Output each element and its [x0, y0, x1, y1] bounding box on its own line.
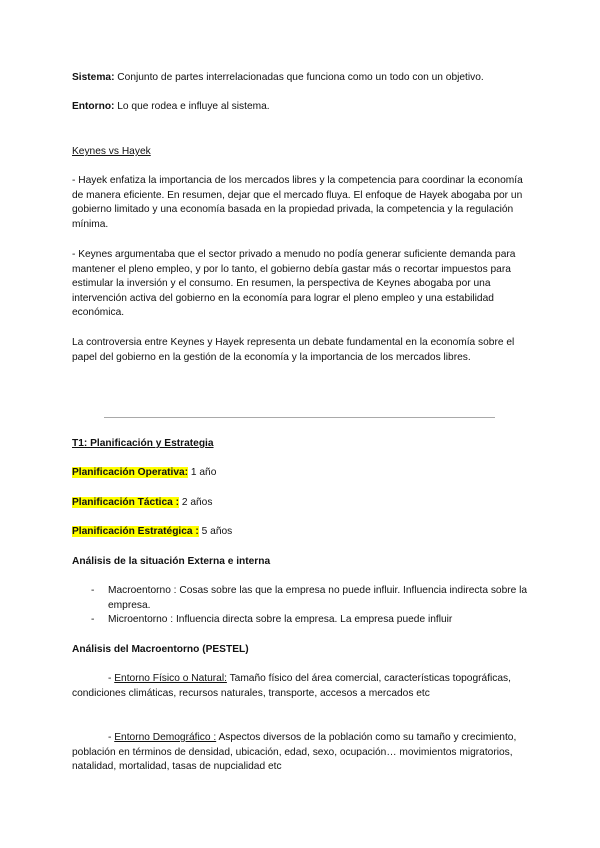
- fisico-text: Tamaño físico del área comercial, características topográficas, condiciones climáticas, recursos naturales, transporte, accesos a mercados etc: [72, 673, 511, 699]
- bullet-dash: -: [91, 614, 95, 625]
- macroentorno-item: Macroentorno : Cosas sobre las que la empresa no puede influir. Influencia indirecta sobre la empresa.: [108, 585, 528, 611]
- keynes-paragraph: - Keynes argumentaba que el sector privado a menudo no podía generar suficiente demanda para mantener el pleno empleo, y por lo tanto, el gobierno debía gastar más o recortar impuestos para estimular la inversión y el consumo. En resumen, la perspectiva de Keynes abogaba por una intervención activa del gobierno en la economía para lograr el pleno empleo y una estabilidad económica.: [72, 249, 516, 319]
- microentorno-item: Microentorno : Influencia directa sobre la empresa. La empresa puede influir: [108, 614, 453, 625]
- demografico-prefix: -: [108, 732, 115, 743]
- hayek-paragraph: - Hayek enfatiza la importancia de los mercados libres y la competencia para coordinar la economía de manera eficiente. En resumen, dejar que el mercado fluya. El enfoque de Hayek abogaba por un gobierno limitado y una economía basada en la propiedad privada, la competencia y la regulación mínima.: [72, 175, 523, 230]
- controversia-paragraph: La controversia entre Keynes y Hayek representa un debate fundamental en la economía sobre el papel del gobierno en la gestión de la economía y la importancia de los mercados libres.: [72, 337, 515, 363]
- pestel-title: Análisis del Macroentorno (PESTEL): [72, 644, 249, 655]
- sistema-text: Conjunto de partes interrelacionadas que funciona como un todo con un objetivo.: [114, 72, 484, 83]
- demografico-label: Entorno Demográfico :: [114, 732, 217, 743]
- sistema-label: Sistema:: [72, 72, 115, 83]
- tactica-label: Planificación Táctica :: [72, 497, 180, 508]
- entorno-label: Entorno:: [72, 101, 115, 112]
- estrategica-label: Planificación Estratégica :: [72, 526, 199, 537]
- planificacion-operativa: [72, 466, 532, 481]
- operativa-label: Planificación Operativa:: [72, 467, 189, 478]
- keynes-hayek-title: Keynes vs Hayek: [72, 146, 151, 157]
- sistema-definition: [72, 71, 532, 86]
- operativa-value: 1 año: [188, 467, 217, 478]
- entorno-definition: [72, 100, 532, 115]
- demografico-text: Aspectos diversos de la población como su tamaño y crecimiento, población en términos de densidad, ubicación, edad, sexo, ocupación… movimientos migratorios, natalidad, mortalidad, tasas de nupcialidad etc: [72, 732, 517, 773]
- t1-title: T1: Planificación y Estrategia: [72, 438, 214, 449]
- planificacion-tactica: [72, 496, 532, 511]
- analisis-situacion-title: Análisis de la situación Externa e interna: [72, 556, 271, 567]
- list-item: [91, 584, 531, 614]
- estrategica-value: 5 años: [198, 526, 233, 537]
- planificacion-estrategica: [72, 525, 532, 540]
- entorno-demografico-paragraph: [72, 731, 532, 775]
- entorno-fisico-paragraph: [72, 672, 532, 701]
- tactica-value: 2 años: [179, 497, 213, 508]
- fisico-label: Entorno Físico o Natural:: [114, 673, 227, 684]
- horizontal-divider: [104, 417, 495, 418]
- entorno-text: Lo que rodea e influye al sistema.: [114, 101, 270, 112]
- fisico-prefix: -: [108, 673, 115, 684]
- bullet-dash: -: [91, 585, 95, 596]
- list-item: [91, 613, 531, 628]
